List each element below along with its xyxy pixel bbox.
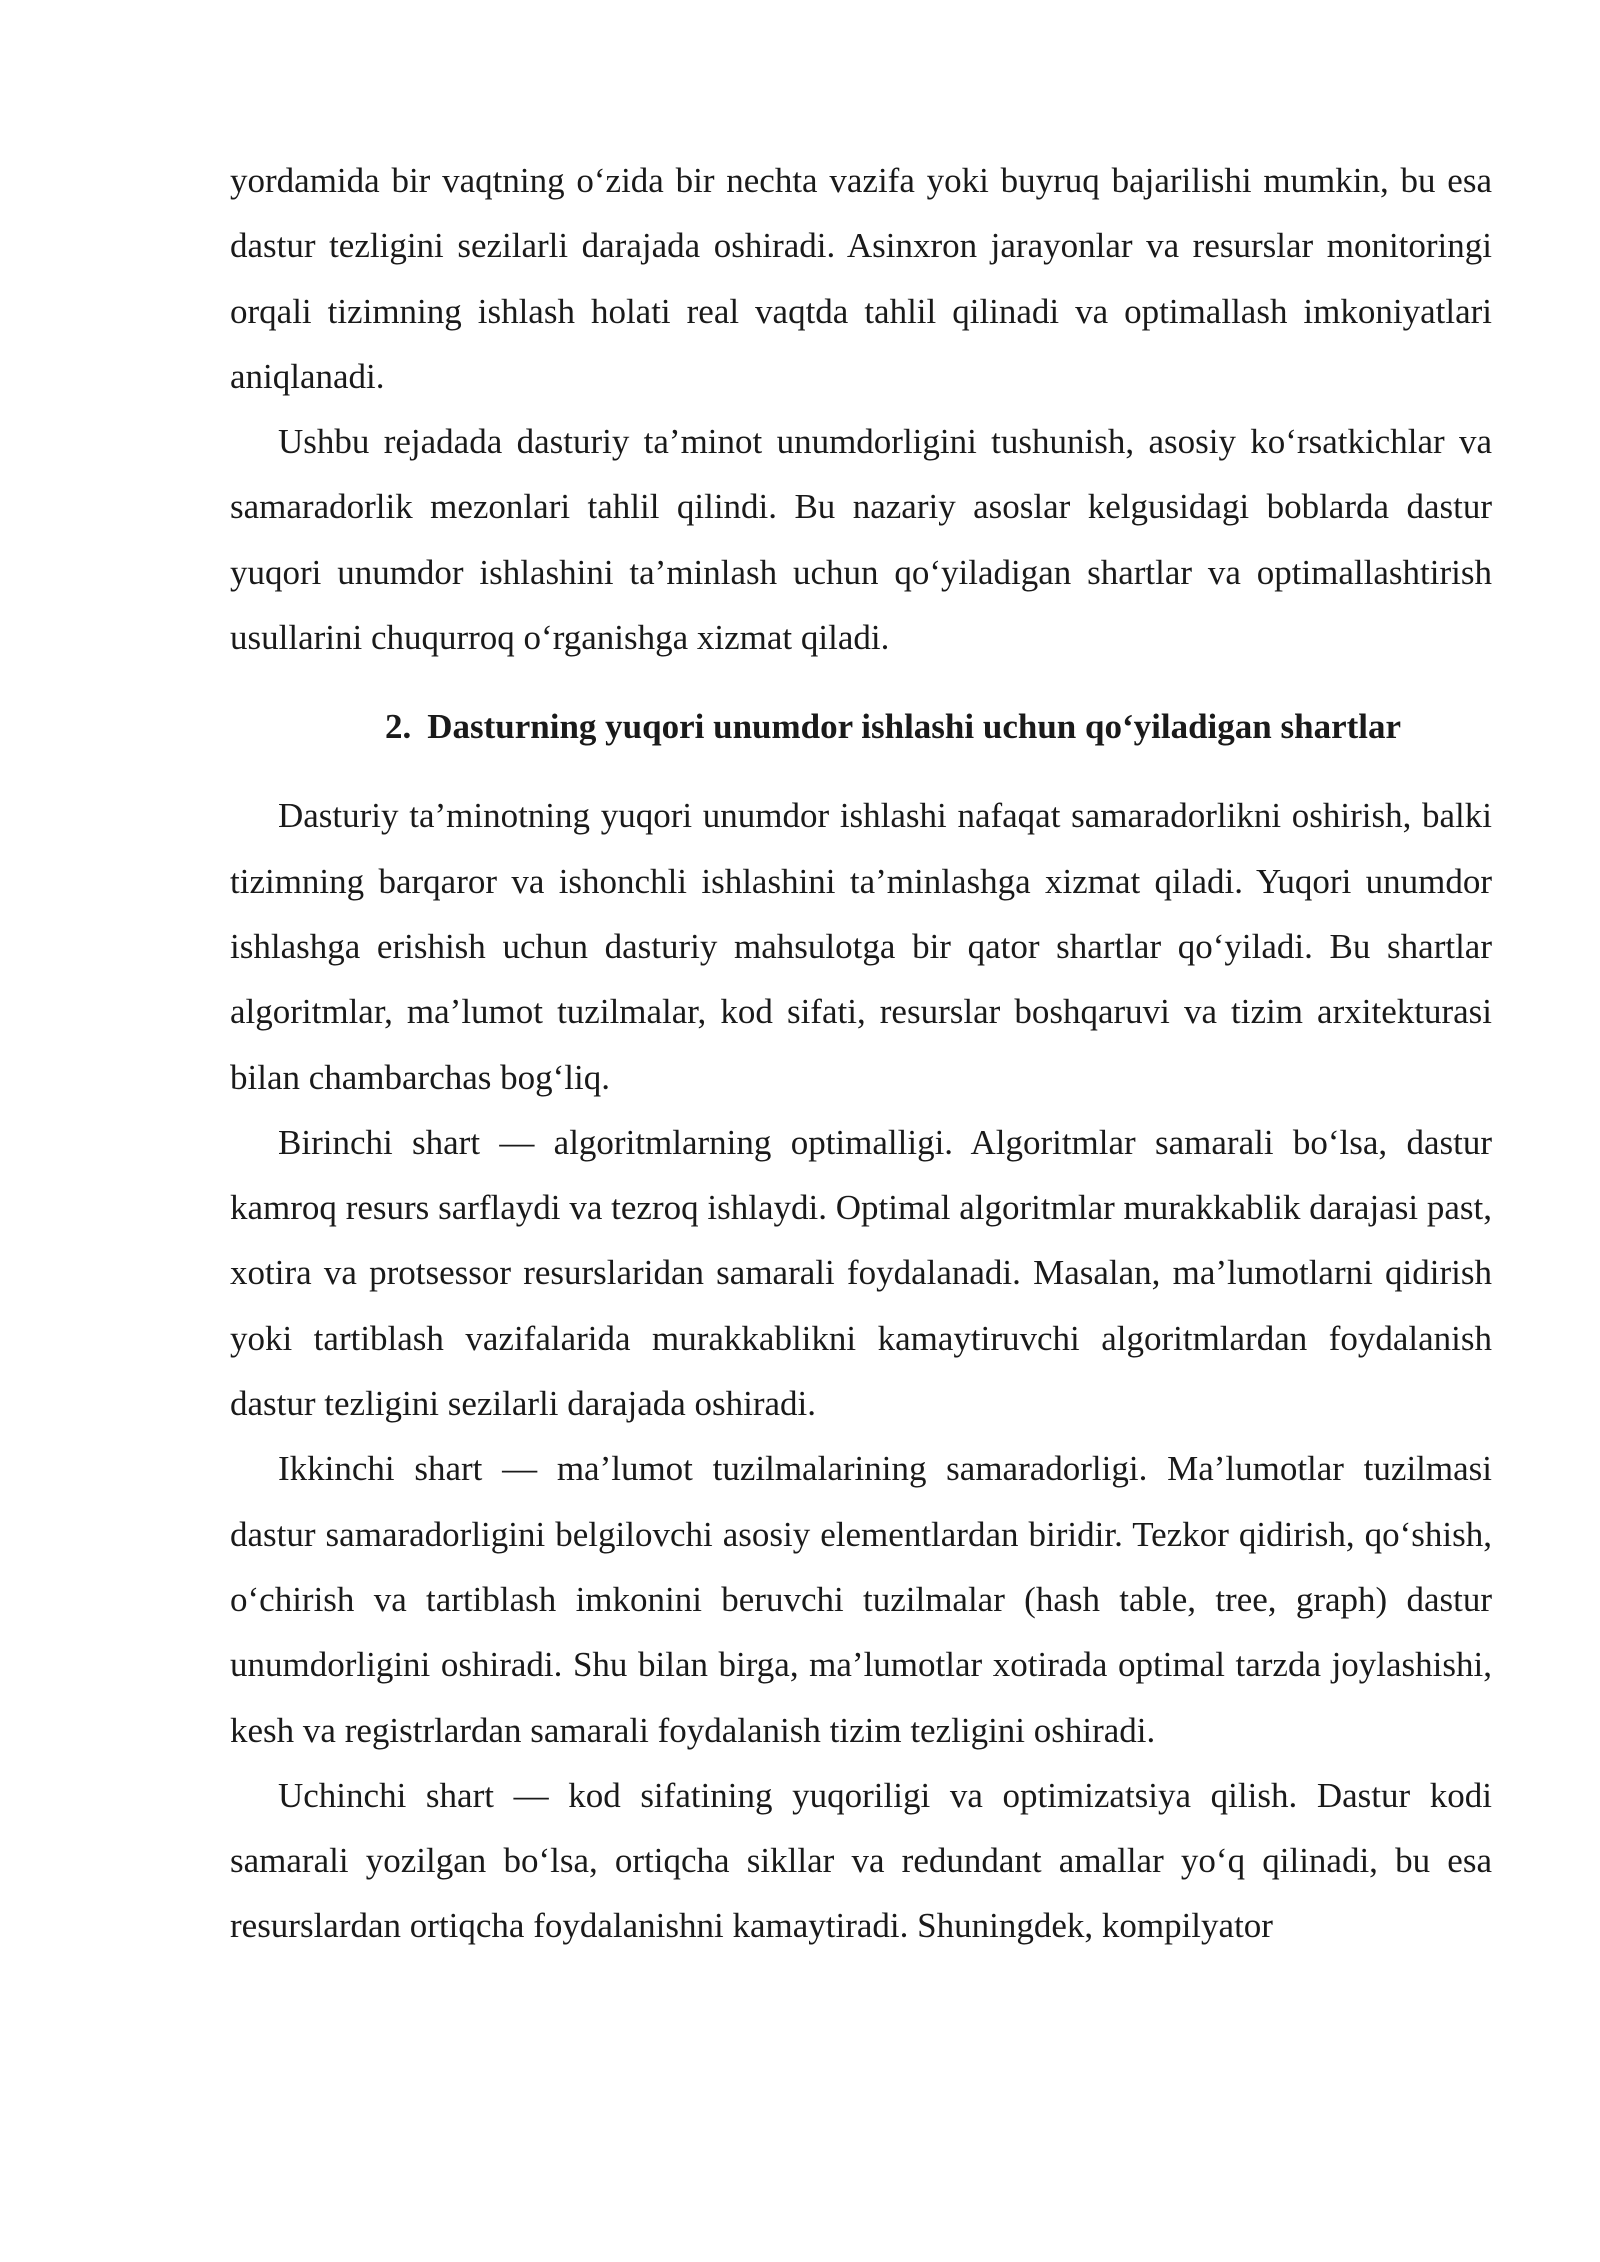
paragraph-third-condition: Uchinchi shart — kod sifatining yuqoriligi va optimizatsiya qilish. Dastur kodi samarali yozilgan bo‘lsa, ortiqcha sikllar va redundant amallar yo‘q qilinadi, bu esa resurslardan ortiqcha foydalanishni kamaytiradi. Shuningdek, kompilyator (230, 1775, 1492, 1946)
paragraph-summary: Ushbu rejadada dasturiy ta’minot unumdorligini tushunish, asosiy ko‘rsatkichlar va samaradorlik mezonlari tahlil qilindi. Bu nazariy asoslar kelgusidagi boblarda dastur yuqori unumdor ishlashini ta’minlash uchun qo‘yiladigan shartlar va optimallashtirish usullarini chuqurroq o‘rganishga xizmat qiladi. (230, 422, 1492, 658)
section-heading (230, 694, 1492, 759)
section-title: Dasturning yuqori unumdor ishlashi uchun qo‘yiladigan shartlar (427, 707, 1402, 747)
paragraph-first-condition: Birinchi shart — algoritmlarning optimalligi. Algoritmlar samarali bo‘lsa, dastur kamroq resurs sarflaydi va tezroq ishlaydi. Optimal algoritmlar murakkablik darajasi past, xotira va protsessor resurslaridan samarali foydalanadi. Masalan, ma’lumotlarni qidirish yoki tartiblash vazifalarida murakkablikni kamaytiruvchi algoritmlardan foydalanish dastur tezligini sezilarli darajada oshiradi. (230, 1122, 1492, 1424)
document-body (230, 148, 1492, 1959)
paragraph-intro: Dasturiy ta’minotning yuqori unumdor ishlashi nafaqat samaradorlikni oshirish, balki tizimning barqaror va ishonchli ishlashini ta’minlashga xizmat qiladi. Yuqori unumdor ishlashga erishish uchun dasturiy mahsulotga bir qator shartlar qo‘yiladi. Bu shartlar algoritmlar, ma’lumot tuzilmalar, kod sifati, resurslar boshqaruvi va tizim arxitekturasi bilan chambarchas bog‘liq. (230, 796, 1492, 1097)
section-number: 2. (384, 707, 412, 747)
paragraph-continuation: yordamida bir vaqtning o‘zida bir nechta vazifa yoki buyruq bajarilishi mumkin, bu esa dastur tezligini sezilarli darajada oshiradi. Asinxron jarayonlar va resurslar monitoringi orqali tizimning ishlash holati real vaqtda tahlil qilinadi va optimallash imkoniyatlari aniqlanadi. (230, 161, 1492, 396)
paragraph-second-condition: Ikkinchi shart — ma’lumot tuzilmalarining samaradorligi. Ma’lumotlar tuzilmasi dastur samaradorligini belgilovchi asosiy elementlardan biridir. Tezkor qidirish, qo‘shish, o‘chirish va tartiblash imkonini beruvchi tuzilmalar (hash table, tree, graph) dastur unumdorligini oshiradi. Shu bilan birga, ma’lumotlar xotirada optimal tarzda joylashishi, kesh va registrlardan samarali foydalanish tizim tezligini oshiradi. (230, 1449, 1492, 1750)
